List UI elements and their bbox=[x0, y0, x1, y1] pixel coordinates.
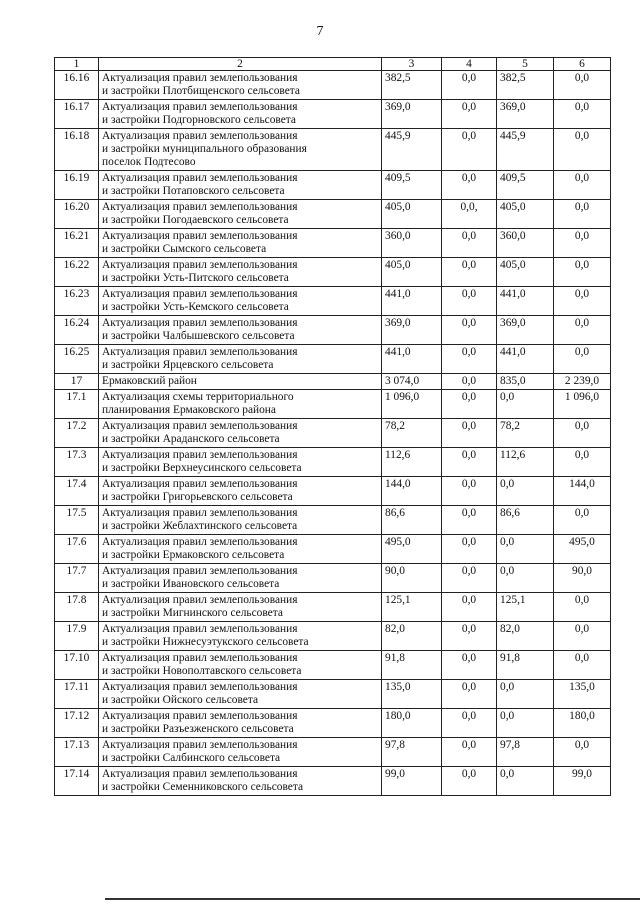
table-row bbox=[55, 258, 611, 287]
description-line: и застройки Усть-Питского сельсовета bbox=[102, 272, 289, 284]
description-line: Актуализация правил землепользования bbox=[102, 478, 298, 490]
amount-cell: 445,9 bbox=[382, 129, 442, 171]
amount-cell: 0,0 bbox=[442, 229, 497, 258]
amount-cell: 0,0 bbox=[442, 258, 497, 287]
description-line: и застройки Новополтавского сельсовета bbox=[102, 665, 302, 677]
amount-cell: 835,0 bbox=[497, 374, 554, 390]
description-line: Актуализация правил землепользования bbox=[102, 172, 298, 184]
amount-cell: 405,0 bbox=[497, 258, 554, 287]
row-description bbox=[99, 200, 382, 229]
description-line: Актуализация правил землепользования bbox=[102, 346, 298, 358]
description-line: и застройки муниципального образования bbox=[102, 143, 307, 155]
amount-cell: 409,5 bbox=[382, 171, 442, 200]
description-line: и застройки Плотбищенского сельсовета bbox=[102, 85, 300, 97]
description-line: Актуализация правил землепользования bbox=[102, 230, 298, 242]
row-number: 17.3 bbox=[55, 448, 99, 477]
table-row bbox=[55, 593, 611, 622]
description-line: и застройки Жеблахтинского сельсовета bbox=[102, 520, 298, 532]
description-line: Актуализация правил землепользования bbox=[102, 420, 298, 432]
amount-cell: 0,0, bbox=[442, 200, 497, 229]
amount-cell: 125,1 bbox=[382, 593, 442, 622]
description-line: и застройки Разъезженского сельсовета bbox=[102, 723, 294, 735]
row-description bbox=[99, 287, 382, 316]
amount-cell: 0,0 bbox=[442, 71, 497, 100]
row-number: 17.9 bbox=[55, 622, 99, 651]
footer-rule bbox=[105, 898, 640, 900]
description-line: Актуализация правил землепользования bbox=[102, 681, 298, 693]
description-line: Актуализация правил землепользования bbox=[102, 317, 298, 329]
amount-cell: 0,0 bbox=[497, 535, 554, 564]
amount-cell: 97,8 bbox=[497, 738, 554, 767]
table-row bbox=[55, 171, 611, 200]
amount-cell: 97,8 bbox=[382, 738, 442, 767]
amount-cell: 0,0 bbox=[442, 564, 497, 593]
description-line: Актуализация правил землепользования bbox=[102, 652, 298, 664]
amount-cell: 0,0 bbox=[442, 767, 497, 796]
amount-cell: 0,0 bbox=[554, 738, 611, 767]
row-number: 16.17 bbox=[55, 100, 99, 129]
table-row bbox=[55, 71, 611, 100]
row-description bbox=[99, 345, 382, 374]
amount-cell: 144,0 bbox=[554, 477, 611, 506]
amount-cell: 0,0 bbox=[554, 71, 611, 100]
amount-cell: 0,0 bbox=[554, 100, 611, 129]
amount-cell: 0,0 bbox=[442, 345, 497, 374]
row-description bbox=[99, 506, 382, 535]
description-line: и застройки Нижнесуэтукского сельсовета bbox=[102, 636, 309, 648]
amount-cell: 0,0 bbox=[497, 564, 554, 593]
description-line: и застройки Григорьевского сельсовета bbox=[102, 491, 293, 503]
row-description bbox=[99, 564, 382, 593]
description-line: и застройки Погодаевского сельсовета bbox=[102, 214, 289, 226]
row-number: 16.21 bbox=[55, 229, 99, 258]
row-number: 17.5 bbox=[55, 506, 99, 535]
row-description bbox=[99, 680, 382, 709]
description-line: Актуализация правил землепользования bbox=[102, 594, 298, 606]
amount-cell: 180,0 bbox=[554, 709, 611, 738]
description-line: и застройки Подгорновского сельсовета bbox=[102, 114, 296, 126]
amount-cell: 78,2 bbox=[497, 419, 554, 448]
row-number: 17.2 bbox=[55, 419, 99, 448]
description-line: Актуализация правил землепользования bbox=[102, 288, 298, 300]
amount-cell: 0,0 bbox=[554, 622, 611, 651]
amount-cell: 369,0 bbox=[382, 100, 442, 129]
table-row bbox=[55, 287, 611, 316]
row-number: 16.19 bbox=[55, 171, 99, 200]
description-line: Актуализация правил землепользования bbox=[102, 739, 298, 751]
table-row bbox=[55, 564, 611, 593]
description-line: и застройки Семенниковского сельсовета bbox=[102, 781, 303, 793]
amount-cell: 0,0 bbox=[554, 200, 611, 229]
table-row bbox=[55, 622, 611, 651]
row-description bbox=[99, 622, 382, 651]
amount-cell: 0,0 bbox=[442, 593, 497, 622]
amount-cell: 0,0 bbox=[554, 171, 611, 200]
amount-cell: 3 074,0 bbox=[382, 374, 442, 390]
amount-cell: 91,8 bbox=[382, 651, 442, 680]
row-number: 16.24 bbox=[55, 316, 99, 345]
row-number: 17.4 bbox=[55, 477, 99, 506]
row-number: 17.13 bbox=[55, 738, 99, 767]
description-line: планирования Ермаковского района bbox=[102, 404, 276, 416]
amount-cell: 0,0 bbox=[497, 390, 554, 419]
column-header: 6 bbox=[554, 58, 611, 71]
row-number: 17.1 bbox=[55, 390, 99, 419]
description-line: и застройки Мигнинского сельсовета bbox=[102, 607, 283, 619]
row-description bbox=[99, 374, 382, 390]
description-line: и застройки Сымского сельсовета bbox=[102, 243, 267, 255]
description-line: Актуализация правил землепользования bbox=[102, 130, 298, 142]
description-line: Актуализация правил землепользования bbox=[102, 101, 298, 113]
table-body bbox=[55, 71, 611, 796]
row-description bbox=[99, 448, 382, 477]
row-description bbox=[99, 71, 382, 100]
amount-cell: 0,0 bbox=[442, 709, 497, 738]
row-number: 16.20 bbox=[55, 200, 99, 229]
page-number: 7 bbox=[316, 24, 324, 39]
table-row bbox=[55, 680, 611, 709]
amount-cell: 86,6 bbox=[382, 506, 442, 535]
row-number: 17 bbox=[55, 374, 99, 390]
table-row bbox=[55, 200, 611, 229]
description-line: и застройки Чалбышевского сельсовета bbox=[102, 330, 295, 342]
table-row bbox=[55, 535, 611, 564]
row-number: 17.7 bbox=[55, 564, 99, 593]
description-line: Актуализация правил землепользования bbox=[102, 72, 298, 84]
amount-cell: 0,0 bbox=[497, 767, 554, 796]
amount-cell: 99,0 bbox=[554, 767, 611, 796]
amount-cell: 0,0 bbox=[554, 345, 611, 374]
table-row bbox=[55, 709, 611, 738]
amount-cell: 0,0 bbox=[442, 680, 497, 709]
description-line: Актуализация схемы территориального bbox=[102, 391, 294, 403]
table-row bbox=[55, 767, 611, 796]
row-description bbox=[99, 535, 382, 564]
amount-cell: 0,0 bbox=[442, 129, 497, 171]
budget-table bbox=[54, 57, 611, 796]
row-description bbox=[99, 171, 382, 200]
amount-cell: 0,0 bbox=[554, 229, 611, 258]
amount-cell: 135,0 bbox=[382, 680, 442, 709]
column-header: 2 bbox=[99, 58, 382, 71]
amount-cell: 112,6 bbox=[382, 448, 442, 477]
amount-cell: 91,8 bbox=[497, 651, 554, 680]
amount-cell: 409,5 bbox=[497, 171, 554, 200]
amount-cell: 0,0 bbox=[442, 390, 497, 419]
amount-cell: 0,0 bbox=[442, 287, 497, 316]
amount-cell: 135,0 bbox=[554, 680, 611, 709]
row-description bbox=[99, 229, 382, 258]
table-row bbox=[55, 390, 611, 419]
table-row bbox=[55, 419, 611, 448]
amount-cell: 445,9 bbox=[497, 129, 554, 171]
row-number: 17.12 bbox=[55, 709, 99, 738]
row-number: 16.16 bbox=[55, 71, 99, 100]
amount-cell: 0,0 bbox=[442, 316, 497, 345]
row-description bbox=[99, 316, 382, 345]
amount-cell: 90,0 bbox=[382, 564, 442, 593]
amount-cell: 82,0 bbox=[382, 622, 442, 651]
amount-cell: 441,0 bbox=[382, 345, 442, 374]
amount-cell: 0,0 bbox=[497, 709, 554, 738]
table-row bbox=[55, 477, 611, 506]
row-number: 16.18 bbox=[55, 129, 99, 171]
amount-cell: 144,0 bbox=[382, 477, 442, 506]
amount-cell: 0,0 bbox=[442, 100, 497, 129]
row-description bbox=[99, 738, 382, 767]
amount-cell: 2 239,0 bbox=[554, 374, 611, 390]
row-description bbox=[99, 709, 382, 738]
description-line: поселок Подтесово bbox=[102, 156, 196, 168]
amount-cell: 82,0 bbox=[497, 622, 554, 651]
amount-cell: 0,0 bbox=[442, 374, 497, 390]
amount-cell: 369,0 bbox=[497, 316, 554, 345]
row-description bbox=[99, 593, 382, 622]
amount-cell: 0,0 bbox=[554, 258, 611, 287]
row-number: 17.10 bbox=[55, 651, 99, 680]
row-description bbox=[99, 258, 382, 287]
row-number: 17.11 bbox=[55, 680, 99, 709]
amount-cell: 0,0 bbox=[554, 129, 611, 171]
row-description bbox=[99, 390, 382, 419]
row-number: 17.8 bbox=[55, 593, 99, 622]
description-line: и застройки Ермаковского сельсовета bbox=[102, 549, 285, 561]
description-line: и застройки Верхнеусинского сельсовета bbox=[102, 462, 302, 474]
row-description bbox=[99, 477, 382, 506]
amount-cell: 441,0 bbox=[497, 287, 554, 316]
description-line: Актуализация правил землепользования bbox=[102, 259, 298, 271]
amount-cell: 0,0 bbox=[442, 535, 497, 564]
amount-cell: 90,0 bbox=[554, 564, 611, 593]
amount-cell: 86,6 bbox=[497, 506, 554, 535]
table-row bbox=[55, 229, 611, 258]
amount-cell: 0,0 bbox=[554, 651, 611, 680]
amount-cell: 125,1 bbox=[497, 593, 554, 622]
column-header: 4 bbox=[442, 58, 497, 71]
description-line: Актуализация правил землепользования bbox=[102, 449, 298, 461]
row-description bbox=[99, 419, 382, 448]
amount-cell: 0,0 bbox=[442, 448, 497, 477]
amount-cell: 441,0 bbox=[497, 345, 554, 374]
amount-cell: 0,0 bbox=[442, 651, 497, 680]
table-row bbox=[55, 345, 611, 374]
amount-cell: 0,0 bbox=[442, 506, 497, 535]
column-header: 5 bbox=[497, 58, 554, 71]
row-description bbox=[99, 100, 382, 129]
description-line: Актуализация правил землепользования bbox=[102, 201, 298, 213]
description-line: Актуализация правил землепользования bbox=[102, 768, 298, 780]
amount-cell: 180,0 bbox=[382, 709, 442, 738]
amount-cell: 78,2 bbox=[382, 419, 442, 448]
row-number: 16.25 bbox=[55, 345, 99, 374]
description-line: и застройки Ивановского сельсовета bbox=[102, 578, 280, 590]
table-row bbox=[55, 374, 611, 390]
table-row bbox=[55, 129, 611, 171]
amount-cell: 0,0 bbox=[554, 593, 611, 622]
column-header: 1 bbox=[55, 58, 99, 71]
amount-cell: 495,0 bbox=[554, 535, 611, 564]
row-number: 16.23 bbox=[55, 287, 99, 316]
table-row bbox=[55, 651, 611, 680]
amount-cell: 369,0 bbox=[497, 100, 554, 129]
column-header: 3 bbox=[382, 58, 442, 71]
amount-cell: 1 096,0 bbox=[554, 390, 611, 419]
description-line: и застройки Ойского сельсовета bbox=[102, 694, 259, 706]
amount-cell: 441,0 bbox=[382, 287, 442, 316]
amount-cell: 360,0 bbox=[497, 229, 554, 258]
table-row bbox=[55, 448, 611, 477]
amount-cell: 0,0 bbox=[554, 287, 611, 316]
amount-cell: 405,0 bbox=[382, 200, 442, 229]
row-description bbox=[99, 767, 382, 796]
description-line: и застройки Араданского сельсовета bbox=[102, 433, 280, 445]
amount-cell: 0,0 bbox=[554, 448, 611, 477]
amount-cell: 0,0 bbox=[554, 419, 611, 448]
row-number: 17.6 bbox=[55, 535, 99, 564]
row-description bbox=[99, 129, 382, 171]
description-line: Актуализация правил землепользования bbox=[102, 565, 298, 577]
row-number: 16.22 bbox=[55, 258, 99, 287]
description-line: и застройки Ярцевского сельсовета bbox=[102, 359, 274, 371]
amount-cell: 0,0 bbox=[497, 680, 554, 709]
row-description bbox=[99, 651, 382, 680]
table-header-row bbox=[55, 58, 611, 71]
amount-cell: 0,0 bbox=[554, 316, 611, 345]
amount-cell: 99,0 bbox=[382, 767, 442, 796]
amount-cell: 1 096,0 bbox=[382, 390, 442, 419]
amount-cell: 405,0 bbox=[497, 200, 554, 229]
amount-cell: 495,0 bbox=[382, 535, 442, 564]
amount-cell: 112,6 bbox=[497, 448, 554, 477]
amount-cell: 0,0 bbox=[442, 738, 497, 767]
amount-cell: 0,0 bbox=[442, 622, 497, 651]
amount-cell: 382,5 bbox=[497, 71, 554, 100]
row-number: 17.14 bbox=[55, 767, 99, 796]
amount-cell: 405,0 bbox=[382, 258, 442, 287]
amount-cell: 360,0 bbox=[382, 229, 442, 258]
description-line: Ермаковский район bbox=[102, 375, 197, 387]
description-line: и застройки Усть-Кемского сельсовета bbox=[102, 301, 289, 313]
amount-cell: 0,0 bbox=[442, 171, 497, 200]
description-line: и застройки Салбинского сельсовета bbox=[102, 752, 281, 764]
description-line: Актуализация правил землепользования bbox=[102, 507, 298, 519]
amount-cell: 0,0 bbox=[442, 477, 497, 506]
table-row bbox=[55, 738, 611, 767]
amount-cell: 0,0 bbox=[497, 477, 554, 506]
amount-cell: 369,0 bbox=[382, 316, 442, 345]
description-line: Актуализация правил землепользования bbox=[102, 623, 298, 635]
amount-cell: 0,0 bbox=[554, 506, 611, 535]
amount-cell: 0,0 bbox=[442, 419, 497, 448]
description-line: Актуализация правил землепользования bbox=[102, 536, 298, 548]
table-row bbox=[55, 100, 611, 129]
amount-cell: 382,5 bbox=[382, 71, 442, 100]
table-row bbox=[55, 316, 611, 345]
table-row bbox=[55, 506, 611, 535]
description-line: и застройки Потаповского сельсовета bbox=[102, 185, 285, 197]
description-line: Актуализация правил землепользования bbox=[102, 710, 298, 722]
